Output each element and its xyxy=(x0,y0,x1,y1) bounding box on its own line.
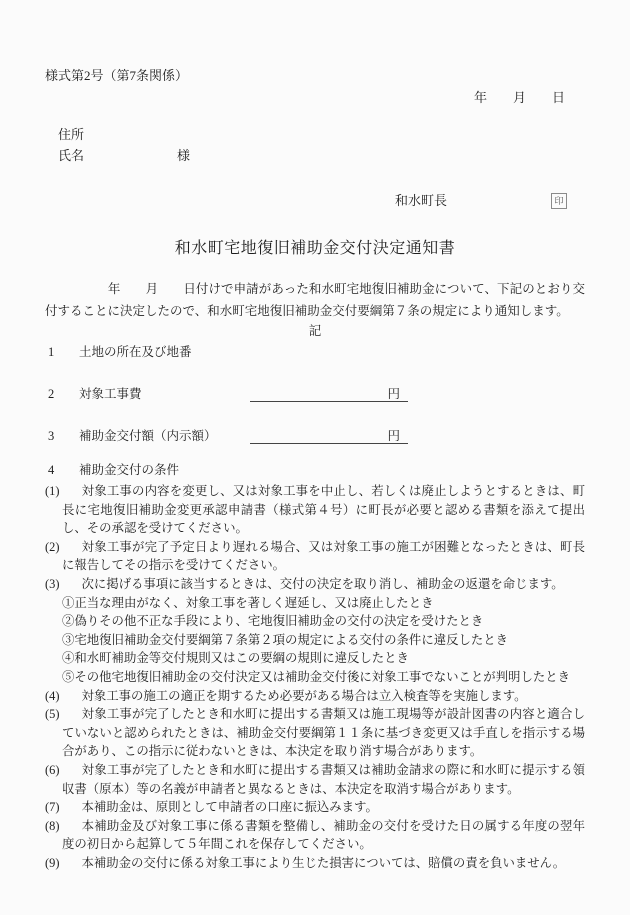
condition-3-sub-4: ④和水町補助金等交付規則又はこの要綱の規則に違反したとき xyxy=(62,651,409,666)
item-number: 1 xyxy=(48,345,55,359)
currency-unit: 円 xyxy=(387,429,400,443)
condition-text: 本補助金及び対象工事に係る書類を整備し、補助金の交付を受けた日の属する年度の翌年度の初日から起算して５年間これを保存してください。 xyxy=(62,818,585,852)
item-label: 補助金交付の条件 xyxy=(79,463,180,477)
intro-paragraph: 年 月 日付けで申請があった和水町宅地復旧補助金について、下記のとおり交付することに決定したので、和水町宅地復旧補助金交付要綱第７条の規定により通知します。 xyxy=(45,282,585,318)
seal-icon: 印 xyxy=(551,193,567,209)
condition-3-sub-1: ①正当な理由がなく、対象工事を著しく遅延し、又は廃止したとき xyxy=(62,595,434,610)
recipient-name-row xyxy=(58,145,585,166)
condition-number: (8) xyxy=(45,818,60,833)
condition-text: 対象工事の内容を変更し、又は対象工事を中止し、若しくは廃止しようとするときは、町長に宅地復旧補助金変更承認申請書（様式第４号）に町長が必要と認める書類を添えて提出し、その承認を受けてください。 xyxy=(62,484,585,536)
item-land-location xyxy=(45,343,585,362)
condition-number: (1) xyxy=(45,484,60,498)
item-number: 4 xyxy=(48,463,55,477)
amount-fill-line xyxy=(250,385,408,402)
condition-3-sub-2: ②偽りその他不正な手段により、宅地復旧補助金の交付の決定を受けたとき xyxy=(62,614,484,629)
document-title: 和水町宅地復旧補助金交付決定通知書 xyxy=(174,240,456,257)
condition-3 xyxy=(45,575,585,594)
currency-unit: 円 xyxy=(387,387,400,401)
condition-7 xyxy=(45,798,585,817)
item-number: 3 xyxy=(48,429,55,443)
item-label: 土地の所在及び地番 xyxy=(79,345,192,359)
condition-3-sub-3: ③宅地復旧補助金交付要綱第７条第２項の規定による交付の条件に違反したとき xyxy=(62,632,509,647)
item-label: 対象工事費 xyxy=(79,387,142,401)
condition-text: 本補助金の交付に係る対象工事により生じた損害については、賠償の責を負いません。 xyxy=(81,855,566,870)
condition-number: (3) xyxy=(45,576,60,591)
recipient-block xyxy=(45,124,585,166)
condition-text: 対象工事が完了予定日より遅れる場合、又は対象工事の施工が困難となったときは、町長に報告してその指示を受けてください。 xyxy=(62,539,585,573)
recipient-honorific: 様 xyxy=(177,148,191,163)
condition-3-sub-5: ⑤その他宅地復旧補助金の交付決定又は補助金交付後に対象工事でないことが判明したとき xyxy=(62,669,571,684)
amount-fill-line xyxy=(250,427,408,444)
item-conditions-heading xyxy=(45,461,585,480)
condition-text: 本補助金は、原則として申請者の口座に振込みます。 xyxy=(81,800,378,815)
condition-text: 次に掲げる事項に該当するときは、交付の決定を取り消し、補助金の返還を命じます。 xyxy=(81,576,564,591)
recipient-address-label: 住所 xyxy=(58,127,85,142)
form-number: 様式第2号（第7条関係） xyxy=(45,68,189,83)
item-label: 補助金交付額（内示額） xyxy=(79,429,217,443)
sender-title: 和水町長 xyxy=(395,193,448,208)
condition-number: (6) xyxy=(45,762,60,777)
recipient-address-row xyxy=(58,124,585,145)
condition-2 xyxy=(45,538,585,575)
item-number: 2 xyxy=(48,387,55,401)
item-construction-cost xyxy=(45,385,585,404)
condition-number: (4) xyxy=(45,688,60,703)
condition-number: (2) xyxy=(45,539,60,554)
conditions-list xyxy=(45,482,585,872)
item-subsidy-amount xyxy=(45,427,585,446)
record-marker: 記 xyxy=(308,324,322,338)
condition-6 xyxy=(45,761,585,798)
condition-text: 対象工事の施工の適正を期するため必要がある場合は立入検査等を実施します。 xyxy=(81,688,527,703)
condition-5 xyxy=(45,705,585,761)
condition-text: 対象工事が完了したとき和水町に提出する書類又は施工現場等が設計図書の内容と適合していないと認められたときは、補助金交付要綱第１１条に基づき変更又は手直しを指示する場合があり、この指示に従わないときは、本決定を取り消す場合があります。 xyxy=(62,707,585,759)
recipient-name-label: 氏名 xyxy=(58,148,85,163)
condition-9 xyxy=(45,854,585,873)
condition-number: (9) xyxy=(45,855,60,870)
condition-number: (7) xyxy=(45,800,60,815)
condition-4 xyxy=(45,687,585,706)
condition-number: (5) xyxy=(45,707,60,722)
condition-text: 対象工事が完了したとき和水町に提出する書類又は補助金請求の際に和水町に提示する領収書（原本）等の名義が申請者と異なるときは、本決定を取消す場合があります。 xyxy=(62,762,585,796)
condition-8 xyxy=(45,817,585,854)
condition-1 xyxy=(45,482,585,538)
items-list xyxy=(45,343,585,480)
sender-row xyxy=(395,192,567,210)
issue-date-line: 年 月 日 xyxy=(473,90,565,105)
